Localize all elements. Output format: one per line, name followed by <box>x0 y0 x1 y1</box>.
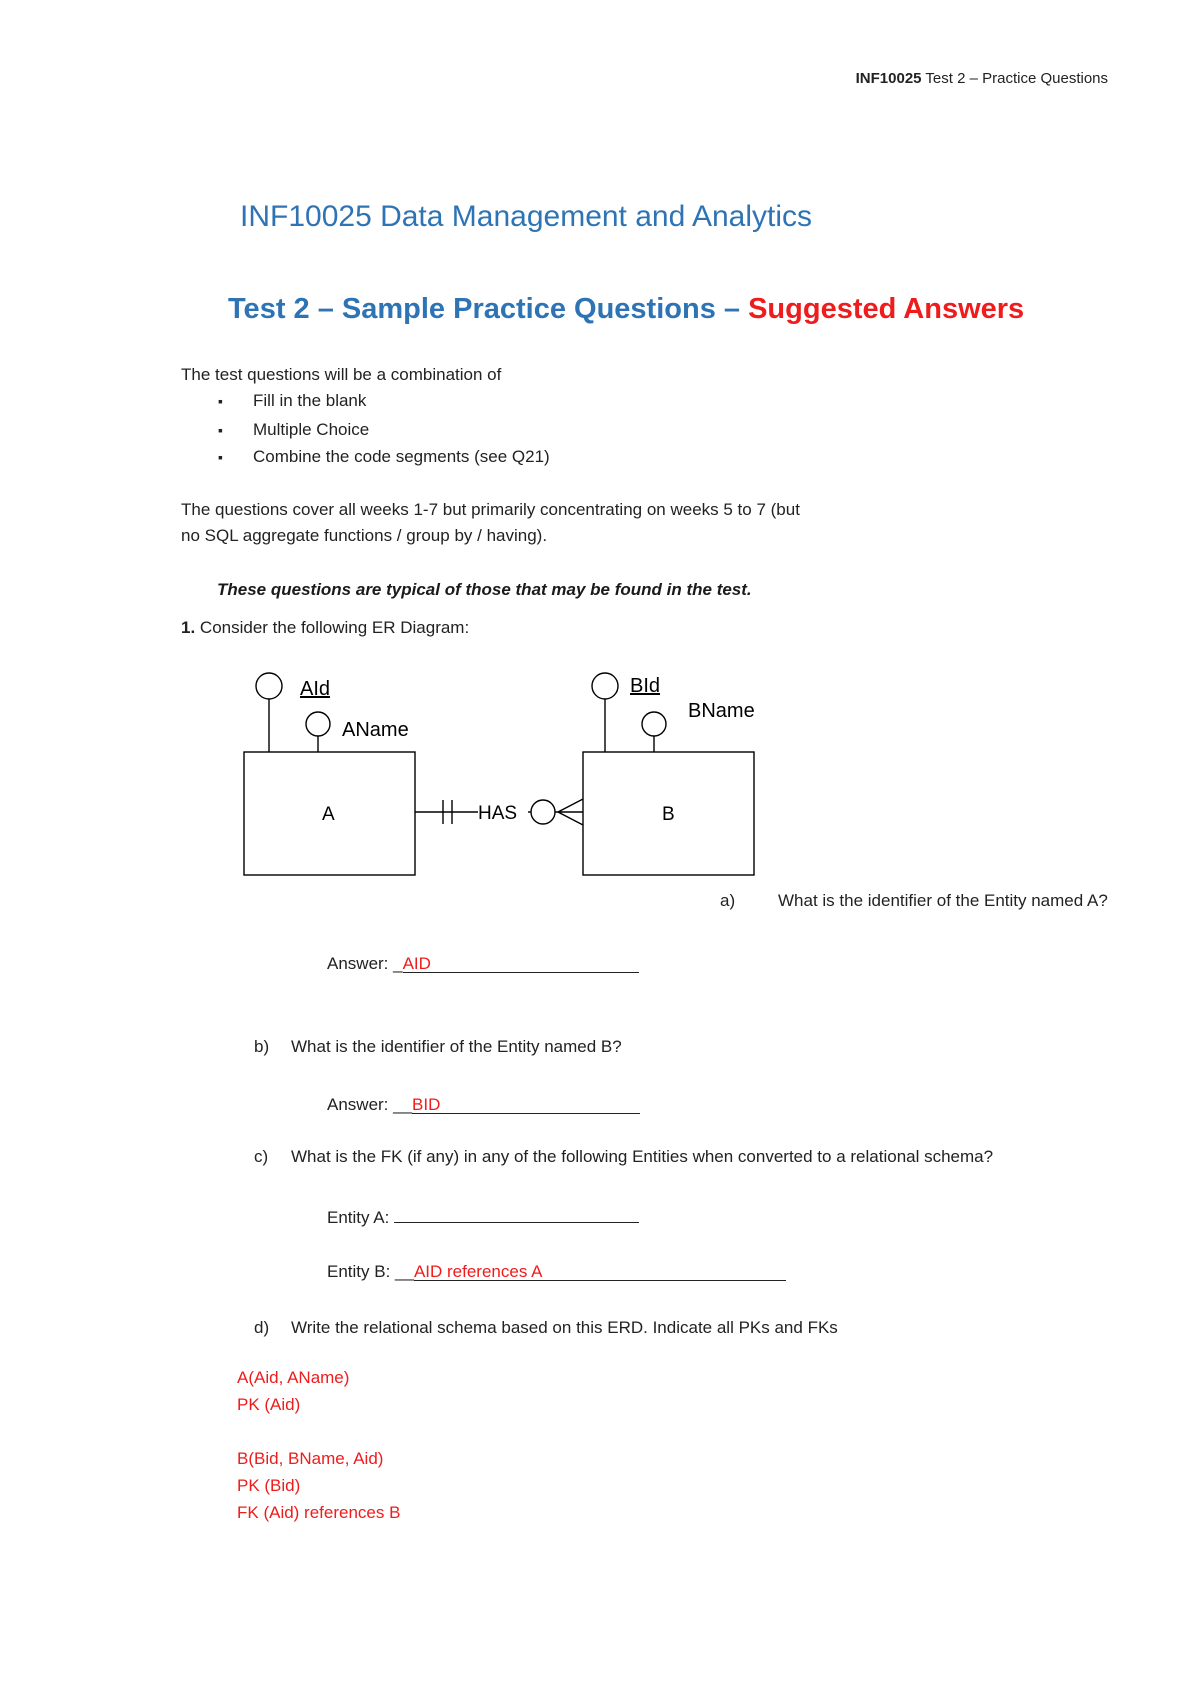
bullet-marker: ▪ <box>218 449 223 465</box>
bullet-marker: ▪ <box>218 422 223 438</box>
typical-note: These questions are typical of those that may be found in the test. <box>217 580 752 599</box>
crowfoot-lower <box>558 812 583 825</box>
coverage-line-2: no SQL aggregate functions / group by / having). <box>181 526 548 545</box>
attribute-aid-label: AId <box>300 678 331 700</box>
intro-text: The test questions will be a combination of <box>181 365 502 384</box>
question-a-text: What is the identifier of the Entity named A? <box>778 891 1108 910</box>
question-c-text: What is the FK (if any) in any of the following Entities when converted to a relational schema? <box>291 1147 994 1166</box>
question-b-label: b) <box>254 1037 270 1056</box>
entity-b-field-label: Entity B: __ <box>327 1262 414 1281</box>
attribute-bid-circle <box>592 673 618 699</box>
answer-a-label: Answer: _ <box>327 954 403 973</box>
answer-c-entity-b <box>327 1262 786 1282</box>
attribute-aname-circle <box>306 712 330 736</box>
entity-a-label: A <box>322 804 335 825</box>
entity-a-blank <box>394 1204 639 1223</box>
attribute-aname-label: AName <box>342 719 409 741</box>
bullet-text: Fill in the blank <box>253 391 367 410</box>
answer-b-label: Answer: __ <box>327 1095 413 1114</box>
answer-a <box>327 954 639 974</box>
attribute-bname-label: BName <box>688 700 755 722</box>
answer-b-blank <box>412 1095 640 1114</box>
subtitle-blue: Test 2 – Sample Practice Questions – <box>228 293 749 325</box>
question-c-label: c) <box>254 1147 269 1166</box>
answer-b <box>327 1095 640 1115</box>
answer-c-entity-a <box>327 1204 639 1228</box>
schema-line: B(Bid, BName, Aid) <box>237 1449 384 1468</box>
header-text: Test 2 – Practice Questions <box>921 70 1108 87</box>
attribute-bid-label: BId <box>630 675 661 697</box>
header-course-code: INF10025 <box>855 70 922 87</box>
document-title: INF10025 Data Management and Analytics <box>240 200 813 233</box>
schema-line <box>237 1418 400 1445</box>
schema-line: A(Aid, AName) <box>237 1368 350 1387</box>
answer-a-blank <box>403 954 639 973</box>
schema-answer <box>237 1364 400 1526</box>
answer-a-value: AID <box>402 954 431 973</box>
relationship-label: HAS <box>478 803 518 824</box>
attribute-bname-circle <box>642 712 666 736</box>
question-b-text: What is the identifier of the Entity named B? <box>291 1037 622 1056</box>
entity-b-blank <box>414 1262 786 1281</box>
answer-b-value: BID <box>412 1095 441 1114</box>
subtitle-red: Suggested Answers <box>748 293 1025 325</box>
schema-line: FK (Aid) references B <box>237 1503 401 1522</box>
attribute-aid-circle <box>256 673 282 699</box>
entity-a-field-label: Entity A: <box>327 1208 395 1227</box>
bullet-text: Multiple Choice <box>253 420 370 439</box>
bullet-marker: ▪ <box>218 393 223 409</box>
question-d-label: d) <box>254 1318 270 1337</box>
question-d-text: Write the relational schema based on this ERD. Indicate all PKs and FKs <box>291 1318 838 1337</box>
bullet-text: Combine the code segments (see Q21) <box>253 447 550 466</box>
entity-b-answer: AID references A <box>413 1262 543 1281</box>
schema-line: PK (Aid) <box>237 1395 301 1414</box>
zero-mark <box>531 800 555 824</box>
question-a-label: a) <box>720 891 736 910</box>
schema-line: PK (Bid) <box>237 1476 301 1495</box>
entity-b-label: B <box>662 804 675 825</box>
coverage-line-1: The questions cover all weeks 1-7 but primarily concentrating on weeks 5 to 7 (but <box>181 500 800 519</box>
question-1-text: Consider the following ER Diagram: <box>195 618 470 637</box>
question-1-number: 1. <box>181 618 196 637</box>
crowfoot-upper <box>558 799 583 812</box>
